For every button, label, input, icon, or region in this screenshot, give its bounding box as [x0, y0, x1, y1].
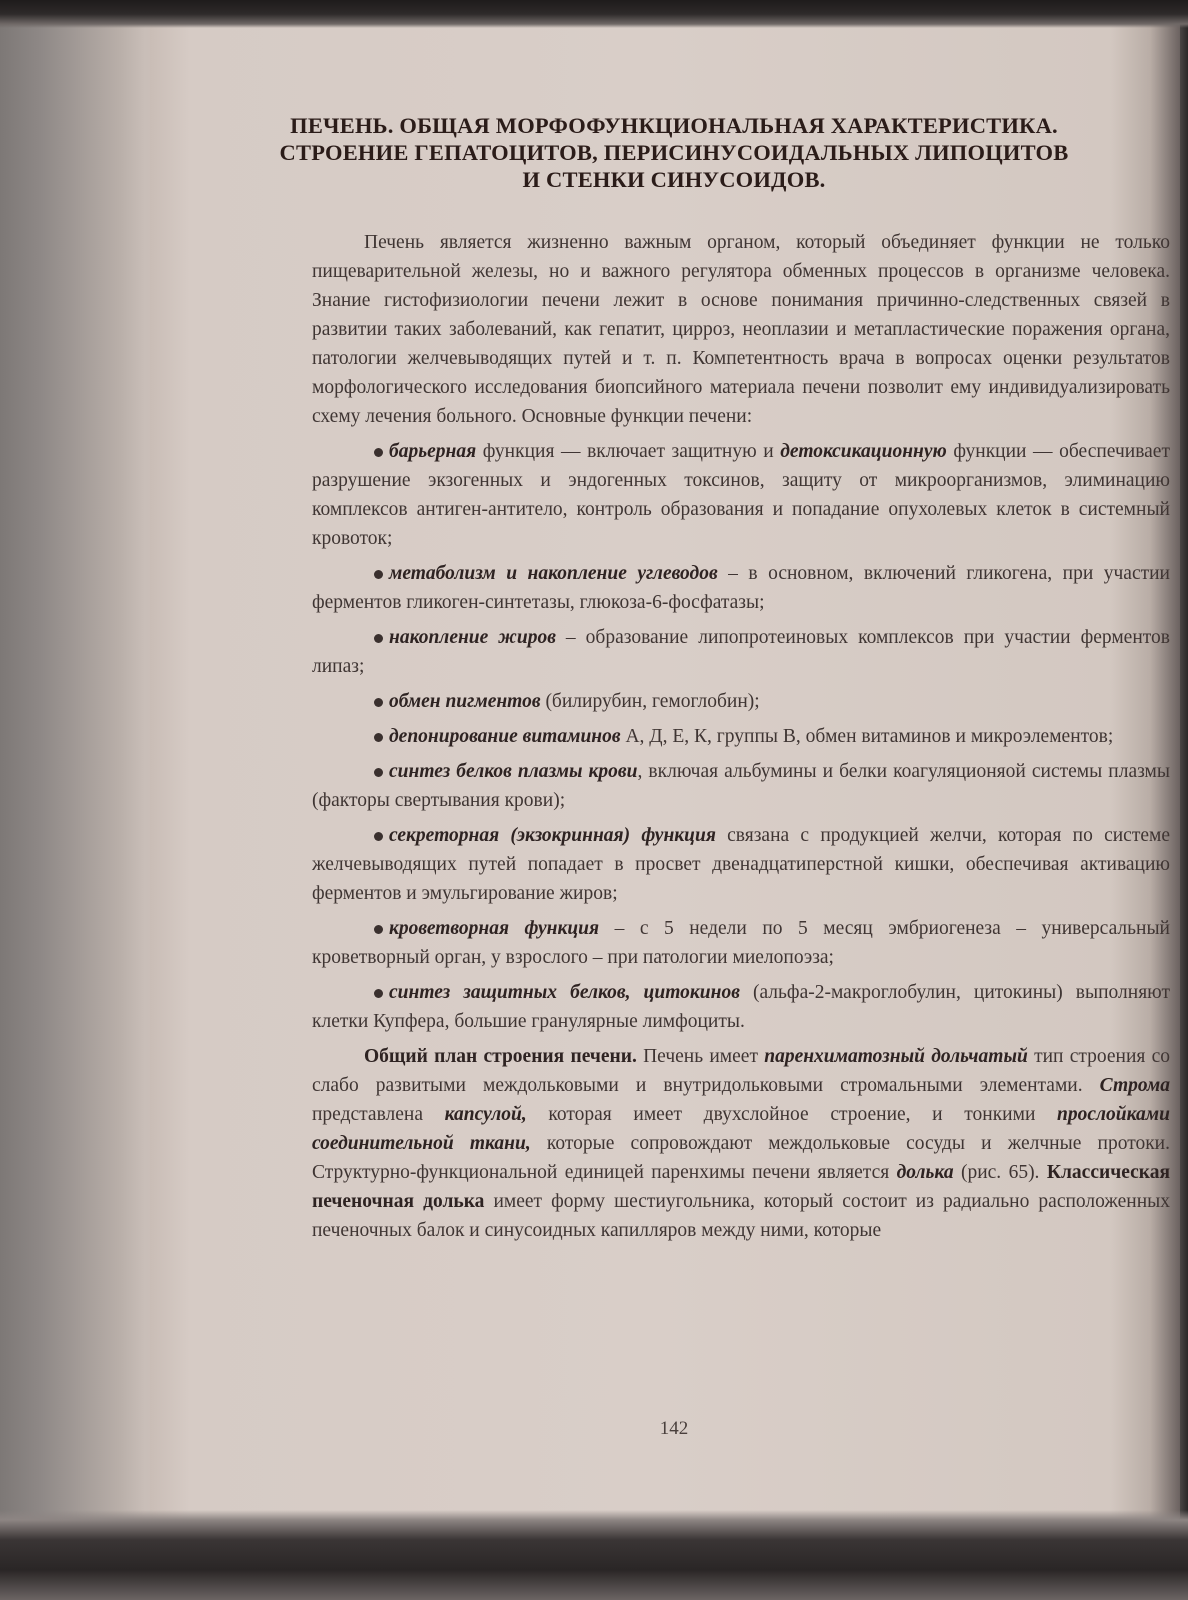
bullet-icon — [374, 733, 383, 742]
bullet-icon — [374, 989, 383, 998]
function-item: барьерная функция — включает защитную и детоксикационную функции — обеспечивает разрушение экзогенных и эндогенных токсинов, защиту от микроорганизмов, элиминацию комплексов антиген-антитело, контроль образования и попадание опухолевых клеток в системный кровоток; — [312, 441, 1170, 549]
page-body — [312, 228, 1170, 1251]
structure-plan-paragraph: Общий план строения печени. Печень имеет паренхиматозный дольчатый тип строения со слабо развитыми междольковыми и внутридольковыми стромальными элементами. Строма представлена капсулой, которая имеет двухслойное строение, и тонкими прослойками соединительной ткани, которые сопровождают междольковые сосуды и желчные протоки. Структурно-функциональной единицей паренхимы печени является долька (рис. 65). Классическая печеночная долька имеет форму шестиугольника, который состоит из радиально расположенных печеночных балок и синусоидных капилляров между ними, которые — [312, 1046, 1170, 1241]
bullet-icon — [374, 768, 383, 777]
bullet-icon — [374, 448, 383, 457]
section-heading: Общий план строения печени. — [364, 1046, 637, 1067]
scan-bottom-edge — [0, 1510, 1188, 1600]
bullet-icon — [374, 925, 383, 934]
bullet-icon — [374, 634, 383, 643]
title-line-3: И СТЕНКИ СИНУСОИДОВ. — [522, 167, 826, 192]
function-item: кроветворная функция – с 5 недели по 5 месяц эмбриогенеза – универсальный кроветворный орган, у взрослого – при патологии миелопоэза; — [312, 918, 1170, 968]
title-line-1: ПЕЧЕНЬ. ОБЩАЯ МОРФОФУНКЦИОНАЛЬНАЯ ХАРАКТЕРИСТИКА. — [290, 113, 1058, 138]
page-title — [168, 112, 1180, 193]
function-item: накопление жиров – образование липопротеиновых комплексов при участии ферментов липаз; — [312, 627, 1170, 677]
title-line-2: СТРОЕНИЕ ГЕПАТОЦИТОВ, ПЕРИСИНУСОИДАЛЬНЫХ ЛИПОЦИТОВ — [279, 140, 1069, 165]
function-item: обмен пигментов (билирубин, гемоглобин); — [312, 687, 1170, 716]
function-item: секреторная (экзокринная) функция связана с продукцией желчи, которая по системе желчевыводящих путей попадает в просвет двенадцатиперстной кишки, обеспечивая активацию ферментов и эмульгирование жиров; — [312, 825, 1170, 904]
function-item: синтез белков плазмы крови, включая альбумины и белки коагуляционяой системы плазмы (факторы свертывания крови); — [312, 761, 1170, 811]
intro-paragraph: Печень является жизненно важным органом, который объединяет функции не только пищеварительной железы, но и важного регулятора обменных процессов в организме человека. Знание гистофизиологии печени лежит в основе понимания причинно-следственных связей в развитии таких заболеваний, как гепатит, цирроз, неоплазии и метапластические поражения органа, патологии желчевыводящих путей и т. п. Компетентность врача в вопросах оценки результатов морфологического исследования биопсийного материала печени позволит ему индивидуализировать схему лечения больного. Основные функции печени: — [312, 232, 1170, 427]
bullet-icon — [374, 832, 383, 841]
function-item: синтез защитных белков, цитокинов (альфа-2-макроглобулин, цитокины) выполняют клетки Купфера, большие гранулярные лимфоциты. — [312, 982, 1170, 1032]
scan-top-edge — [0, 0, 1188, 28]
function-item: метаболизм и накопление углеводов – в основном, включений гликогена, при участии ферментов гликоген-синтетазы, глюкоза-6-фосфатазы; — [312, 563, 1170, 613]
function-item: депонирование витаминов А, Д, Е, К, группы В, обмен витаминов и микроэлементов; — [312, 722, 1170, 751]
bullet-icon — [374, 698, 383, 707]
page-number: 142 — [659, 1418, 689, 1439]
bullet-icon — [374, 570, 383, 579]
